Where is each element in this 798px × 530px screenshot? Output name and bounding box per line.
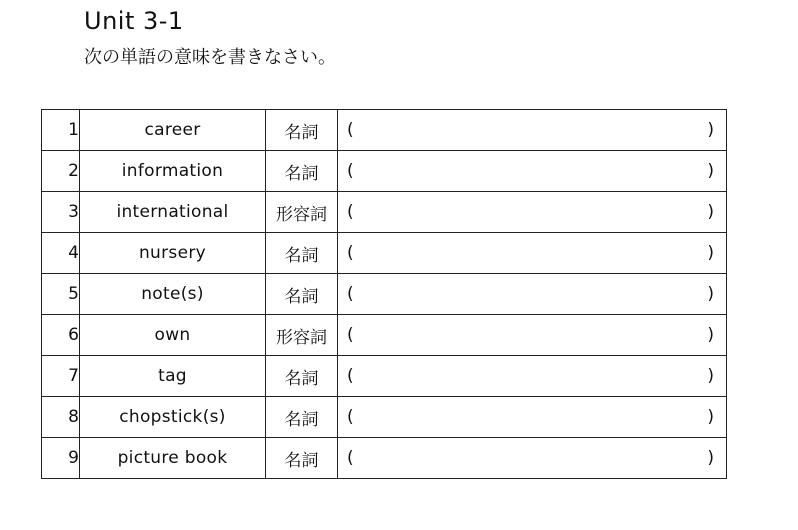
row-number: 7	[42, 356, 80, 397]
vocab-word: nursery	[80, 233, 266, 274]
answer-field[interactable]	[338, 274, 727, 315]
close-paren: )	[707, 284, 714, 304]
answer-field[interactable]	[338, 397, 727, 438]
answer-field[interactable]	[338, 315, 727, 356]
table-row	[42, 151, 727, 192]
vocabulary-table-body	[42, 110, 727, 479]
vocab-word: picture book	[80, 438, 266, 479]
table-row	[42, 397, 727, 438]
part-of-speech: 名詞	[266, 151, 338, 192]
part-of-speech: 名詞	[266, 397, 338, 438]
part-of-speech: 名詞	[266, 438, 338, 479]
open-paren: (	[347, 366, 354, 386]
close-paren: )	[707, 161, 714, 181]
instruction-text: 次の単語の意味を書きなさい。	[84, 47, 336, 68]
table-row	[42, 438, 727, 479]
vocab-word: international	[80, 192, 266, 233]
open-paren: (	[347, 448, 354, 468]
open-paren: (	[347, 407, 354, 427]
vocab-word: chopstick(s)	[80, 397, 266, 438]
table-row	[42, 356, 727, 397]
table-row	[42, 315, 727, 356]
row-number: 2	[42, 151, 80, 192]
answer-field[interactable]	[338, 110, 727, 151]
answer-field[interactable]	[338, 438, 727, 479]
part-of-speech: 名詞	[266, 233, 338, 274]
open-paren: (	[347, 284, 354, 304]
vocab-word: tag	[80, 356, 266, 397]
table-row	[42, 192, 727, 233]
part-of-speech: 形容詞	[266, 315, 338, 356]
row-number: 9	[42, 438, 80, 479]
row-number: 5	[42, 274, 80, 315]
vocab-word: career	[80, 110, 266, 151]
part-of-speech: 名詞	[266, 356, 338, 397]
open-paren: (	[347, 120, 354, 140]
row-number: 6	[42, 315, 80, 356]
vocabulary-table	[41, 109, 727, 479]
close-paren: )	[707, 366, 714, 386]
answer-field[interactable]	[338, 192, 727, 233]
answer-field[interactable]	[338, 356, 727, 397]
table-row	[42, 110, 727, 151]
part-of-speech: 名詞	[266, 274, 338, 315]
close-paren: )	[707, 448, 714, 468]
row-number: 4	[42, 233, 80, 274]
part-of-speech: 形容詞	[266, 192, 338, 233]
vocab-word: own	[80, 315, 266, 356]
row-number: 1	[42, 110, 80, 151]
row-number: 3	[42, 192, 80, 233]
close-paren: )	[707, 120, 714, 140]
vocab-word: note(s)	[80, 274, 266, 315]
open-paren: (	[347, 325, 354, 345]
open-paren: (	[347, 161, 354, 181]
page-title: Unit 3-1	[84, 7, 184, 35]
answer-field[interactable]	[338, 151, 727, 192]
answer-field[interactable]	[338, 233, 727, 274]
close-paren: )	[707, 243, 714, 263]
vocab-word: information	[80, 151, 266, 192]
close-paren: )	[707, 407, 714, 427]
table-row	[42, 233, 727, 274]
row-number: 8	[42, 397, 80, 438]
table-row	[42, 274, 727, 315]
open-paren: (	[347, 202, 354, 222]
open-paren: (	[347, 243, 354, 263]
close-paren: )	[707, 325, 714, 345]
part-of-speech: 名詞	[266, 110, 338, 151]
close-paren: )	[707, 202, 714, 222]
